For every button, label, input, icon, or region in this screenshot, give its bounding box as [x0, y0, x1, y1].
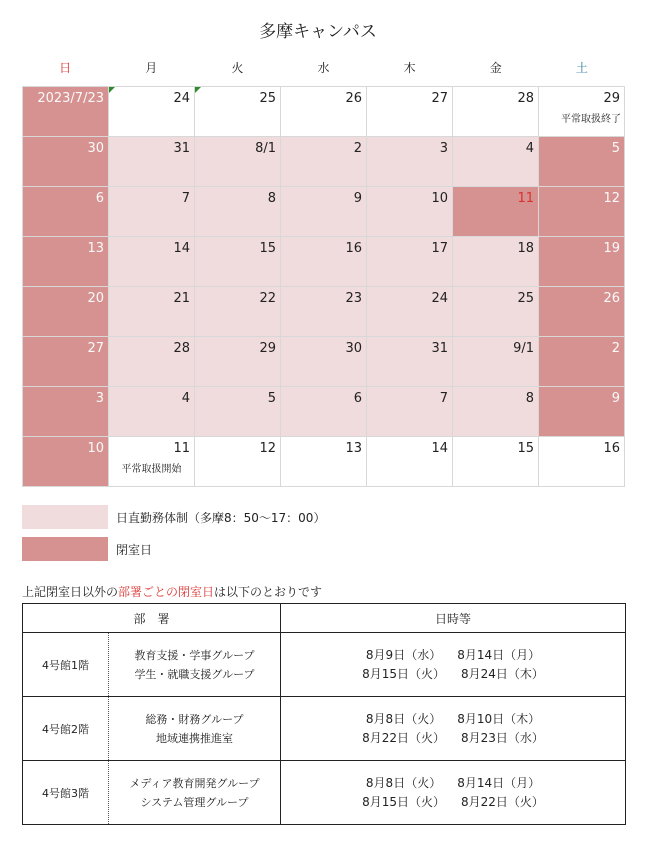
- day-number: 16: [345, 241, 362, 256]
- closure-date: 8月14日（月）: [457, 775, 541, 790]
- legend-duty-swatch: [22, 505, 108, 529]
- calendar-day: [109, 137, 195, 187]
- day-number: 7: [439, 391, 448, 406]
- day-number: 24: [431, 291, 448, 306]
- day-number: 24: [173, 91, 190, 106]
- calendar-day: [281, 137, 367, 187]
- calendar-grid: [22, 86, 625, 487]
- closure-date: 8月15日（火）: [362, 794, 446, 809]
- corner-flag-icon: [109, 87, 115, 93]
- calendar-day: [539, 387, 625, 437]
- calendar-day: [367, 337, 453, 387]
- day-number: 31: [431, 341, 448, 356]
- legend-duty-label: 日直勤務体制（多摩8：50〜17：00）: [116, 511, 326, 525]
- day-number: 26: [345, 91, 362, 106]
- day-number: 13: [345, 441, 362, 456]
- weekday-label: 金: [489, 61, 502, 75]
- dept-floor: 4号館3階: [23, 761, 109, 825]
- legend-closed: [22, 537, 622, 561]
- page-title: 多摩キャンパス: [259, 22, 377, 42]
- closure-date: 8月22日（火）: [362, 730, 446, 745]
- day-number: 19: [603, 241, 620, 256]
- day-number: 11: [173, 441, 190, 456]
- date-line: [281, 729, 625, 748]
- day-number: 22: [259, 291, 276, 306]
- dept-dates: [281, 761, 626, 825]
- calendar-day: [539, 137, 625, 187]
- day-number: 28: [517, 91, 534, 106]
- dept-group-name: 総務・財務グループ: [145, 712, 244, 726]
- dept-group-name: メディア教育開発グループ: [129, 776, 260, 790]
- calendar-day: [281, 437, 367, 487]
- dept-floor: 4号館2階: [23, 697, 109, 761]
- day-number: 12: [259, 441, 276, 456]
- calendar-week: [23, 137, 625, 187]
- dept-row: [23, 633, 626, 697]
- closure-date: 8月8日（火）: [365, 711, 442, 726]
- day-number: 3: [95, 391, 104, 406]
- calendar-day: [367, 187, 453, 237]
- dept-row: [23, 761, 626, 825]
- day-number: 15: [259, 241, 276, 256]
- closure-date: 8月23日（水）: [461, 730, 544, 745]
- day-number: 20: [87, 291, 104, 306]
- day-number: 8: [525, 391, 534, 406]
- calendar-day: [23, 137, 109, 187]
- calendar-day: [453, 187, 539, 237]
- calendar-day: [109, 437, 195, 487]
- closure-date: 8月22日（火）: [461, 794, 544, 809]
- day-number: 8/1: [255, 141, 276, 156]
- dept-header-dates: 日時等: [281, 604, 626, 633]
- calendar-week: [23, 437, 625, 487]
- calendar-day: [109, 187, 195, 237]
- dept-group-name: 学生・就職支援グループ: [134, 667, 255, 681]
- calendar-day: [539, 287, 625, 337]
- calendar-day: [195, 437, 281, 487]
- day-number: 23: [345, 291, 362, 306]
- calendar-day: [367, 437, 453, 487]
- calendar-day: [195, 287, 281, 337]
- day-number: 18: [517, 241, 534, 256]
- calendar-day: [453, 387, 539, 437]
- day-number: 4: [525, 141, 534, 156]
- day-number: 3: [439, 141, 448, 156]
- calendar-day: [23, 237, 109, 287]
- calendar-week: [23, 87, 625, 137]
- weekday-label: 月: [145, 61, 158, 75]
- intro-text: [22, 583, 322, 600]
- weekday-label: 日: [59, 61, 72, 75]
- date-line: [281, 665, 625, 684]
- dept-groups: [109, 697, 281, 761]
- calendar-day: [281, 337, 367, 387]
- calendar-day: [195, 337, 281, 387]
- dept-groups: [109, 761, 281, 825]
- calendar-day: [281, 287, 367, 337]
- calendar-day: [109, 287, 195, 337]
- closure-date: 8月24日（木）: [461, 666, 544, 681]
- day-number: 30: [345, 341, 362, 356]
- department-closure-table: [22, 603, 626, 825]
- legend-closed-swatch: [22, 537, 108, 561]
- dept-group-name: 教育支援・学事グループ: [134, 648, 255, 662]
- day-number: 13: [87, 241, 104, 256]
- calendar-week: [23, 237, 625, 287]
- day-number: 9: [353, 191, 362, 206]
- day-number: 2: [353, 141, 362, 156]
- day-note: 平常取扱終了: [561, 114, 621, 125]
- calendar-day: [109, 87, 195, 137]
- calendar-day: [453, 137, 539, 187]
- date-line: [281, 793, 625, 812]
- weekday-header: [22, 59, 625, 76]
- closure-date: 8月10日（木）: [457, 711, 541, 726]
- day-number: 25: [517, 291, 534, 306]
- closure-date: 8月8日（火）: [365, 775, 442, 790]
- calendar-day: [23, 437, 109, 487]
- date-line: [281, 774, 625, 793]
- day-number: 15: [517, 441, 534, 456]
- day-number: 2: [611, 341, 620, 356]
- intro-highlight: 部署ごとの閉室日: [118, 585, 215, 599]
- day-number: 26: [603, 291, 620, 306]
- calendar-day: [23, 337, 109, 387]
- date-line: [281, 646, 625, 665]
- day-number: 6: [353, 391, 362, 406]
- day-number: 27: [431, 91, 448, 106]
- dept-dates: [281, 633, 626, 697]
- dept-row: [23, 697, 626, 761]
- dept-group-name: 地域連携推進室: [156, 731, 233, 745]
- weekday-label: 火: [231, 61, 244, 75]
- day-number: 2023/7/23: [37, 91, 104, 106]
- calendar-day: [281, 237, 367, 287]
- day-number: 6: [95, 191, 104, 206]
- calendar-day: [23, 287, 109, 337]
- day-number: 30: [87, 141, 104, 156]
- calendar-day: [367, 87, 453, 137]
- weekday-label: 水: [317, 61, 330, 75]
- day-number: 16: [603, 441, 620, 456]
- day-number: 8: [267, 191, 276, 206]
- intro-before: 上記閉室日以外の: [22, 585, 119, 599]
- day-number: 17: [431, 241, 448, 256]
- dept-table-header-row: [23, 604, 626, 633]
- calendar-day: [281, 387, 367, 437]
- calendar-day: [195, 237, 281, 287]
- calendar-day: [367, 287, 453, 337]
- calendar-day: [453, 237, 539, 287]
- calendar-day: [539, 437, 625, 487]
- corner-flag-icon: [195, 87, 201, 93]
- day-number: 7: [181, 191, 190, 206]
- calendar-day: [23, 87, 109, 137]
- day-number: 21: [173, 291, 190, 306]
- day-number: 5: [611, 141, 620, 156]
- day-number: 31: [173, 141, 190, 156]
- dept-group-name: システム管理グループ: [140, 795, 249, 809]
- calendar-day: [539, 187, 625, 237]
- weekday-label: 土: [575, 61, 588, 75]
- calendar-day: [539, 337, 625, 387]
- calendar-day: [453, 287, 539, 337]
- calendar-day: [23, 387, 109, 437]
- dept-header-department: 部 署: [23, 604, 281, 633]
- calendar-week: [23, 187, 625, 237]
- calendar-day: [281, 187, 367, 237]
- day-number: 14: [431, 441, 448, 456]
- day-number: 27: [87, 341, 104, 356]
- calendar-week: [23, 337, 625, 387]
- calendar-day: [367, 237, 453, 287]
- day-number: 14: [173, 241, 190, 256]
- calendar-day: [23, 187, 109, 237]
- closure-date: 8月9日（水）: [365, 647, 442, 662]
- date-line: [281, 710, 625, 729]
- calendar-day: [281, 87, 367, 137]
- day-number: 4: [181, 391, 190, 406]
- legend-closed-label: 閉室日: [116, 543, 153, 557]
- calendar-week: [23, 387, 625, 437]
- calendar-day: [109, 387, 195, 437]
- intro-after: は以下のとおりです: [214, 585, 323, 599]
- day-number: 29: [259, 341, 276, 356]
- day-number: 11: [517, 191, 534, 206]
- calendar-day: [453, 337, 539, 387]
- calendar-day: [453, 87, 539, 137]
- calendar-day: [195, 87, 281, 137]
- dept-dates: [281, 697, 626, 761]
- day-number: 25: [259, 91, 276, 106]
- day-number: 9: [611, 391, 620, 406]
- closure-date: 8月15日（火）: [362, 666, 446, 681]
- calendar-day: [367, 387, 453, 437]
- dept-groups: [109, 633, 281, 697]
- day-number: 29: [603, 91, 620, 106]
- day-number: 9/1: [513, 341, 534, 356]
- calendar-day: [367, 137, 453, 187]
- day-number: 5: [267, 391, 276, 406]
- calendar-day: [539, 87, 625, 137]
- calendar-week: [23, 287, 625, 337]
- calendar-day: [109, 237, 195, 287]
- day-number: 10: [431, 191, 448, 206]
- day-note: 平常取扱開始: [121, 464, 182, 475]
- legend-duty: [22, 505, 622, 529]
- calendar-day: [195, 137, 281, 187]
- closure-date: 8月14日（月）: [457, 647, 541, 662]
- day-number: 12: [603, 191, 620, 206]
- calendar-day: [195, 187, 281, 237]
- dept-floor: 4号館1階: [23, 633, 109, 697]
- day-number: 10: [87, 441, 104, 456]
- calendar-day: [539, 237, 625, 287]
- calendar-day: [109, 337, 195, 387]
- calendar-day: [195, 387, 281, 437]
- day-number: 28: [173, 341, 190, 356]
- weekday-label: 木: [403, 61, 416, 75]
- calendar-day: [453, 437, 539, 487]
